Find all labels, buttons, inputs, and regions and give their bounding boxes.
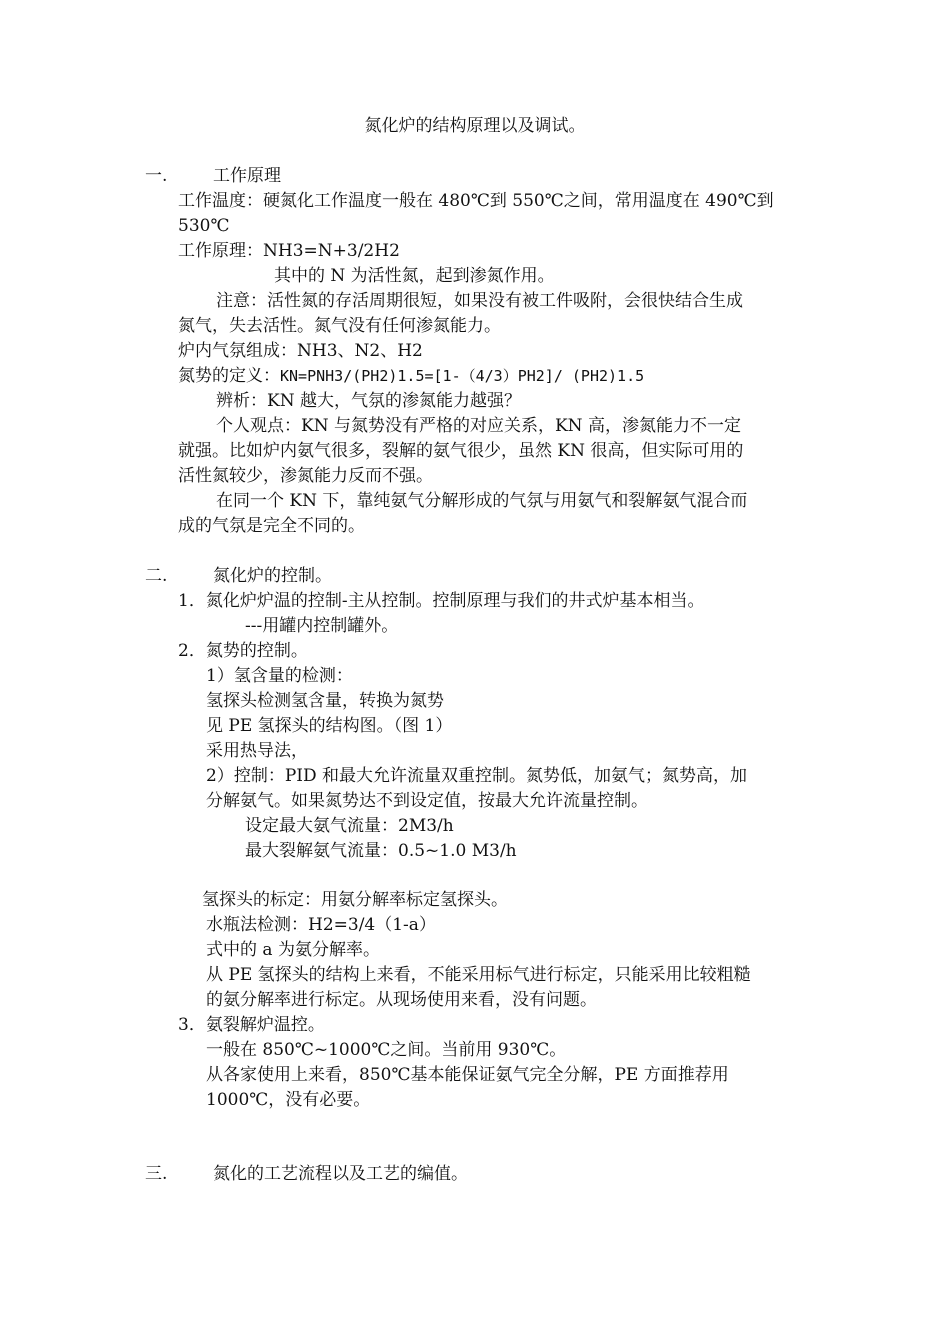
analysis-line: 辨析：KN 越大，气氛的渗氮能力越强？ (216, 391, 521, 411)
caution-line-1: 注意：活性氮的存活周期很短，如果没有被工件吸附，会很快结合生成 (216, 291, 743, 311)
calibration-line: 氢探头的标定：用氨分解率标定氢探头。 (202, 890, 508, 910)
item1-sub: ---用罐内控制罐外。 (245, 616, 399, 636)
thermal-method-line: 采用热导法， (206, 741, 308, 761)
temp-line-1: 工作温度：硬氮化工作温度一般在 480℃到 550℃之间，常用温度在 490℃到 (178, 191, 774, 211)
reaction-formula: NH3=N+3/2H2 (263, 241, 400, 261)
section2-number: 二. (145, 566, 168, 586)
max-cracked-flow: 最大裂解氨气流量：0.5~1.0 M3/h (245, 841, 517, 861)
section1-number: 一. (145, 166, 168, 186)
structure-line-1: 从 PE 氢探头的结构上来看，不能采用标气进行标定，只能采用比较粗糙 (206, 965, 751, 985)
document-title: 氮化炉的结构原理以及调试。 (364, 116, 586, 136)
opinion-line-2: 就强。比如炉内氨气很多，裂解的氨气很少，虽然 KN 很高，但实际可用的 (178, 441, 744, 461)
section3-number: 三. (145, 1164, 168, 1184)
atmosphere-label: 炉内气氛组成： (178, 341, 297, 361)
water-bottle-line: 水瓶法检测：H2=3/4（1-a） (206, 915, 436, 935)
kn-formula: KN=PNH3/(PH2)1.5=[1-（4/3）PH2]/ (PH2)1.5 (280, 367, 645, 385)
temp-line-2: 530℃ (178, 216, 230, 236)
item2-nitriding-potential: 2．氮势的控制。 (178, 641, 308, 661)
usage-line-2: 1000℃，没有必要。 (206, 1090, 371, 1110)
kn-def-label: 氮势的定义： (178, 366, 280, 386)
section1-heading: 工作原理 (213, 166, 281, 186)
probe-detect-line: 氢探头检测氢含量，转换为氮势 (206, 691, 444, 711)
kn-definition-line (178, 364, 644, 389)
see-figure-line: 见 PE 氢探头的结构图。（图 1） (206, 716, 453, 736)
where-a-line: 式中的 a 为氨分解率。 (206, 940, 380, 960)
usage-line-1: 从各家使用上来看，850℃基本能保证氨气完全分解，PE 方面推荐用 (206, 1065, 729, 1085)
same-kn-line-1: 在同一个 KN 下，靠纯氨气分解形成的气氛与用氨气和裂解氨气混合而 (216, 491, 748, 511)
max-ammonia-flow: 设定最大氨气流量：2M3/h (245, 816, 454, 836)
h2-detect-heading: 1）氢含量的检测： (206, 666, 353, 686)
item1-temp-control: 1．氮化炉炉温的控制-主从控制。控制原理与我们的井式炉基本相当。 (178, 591, 705, 611)
atmosphere-line (178, 339, 423, 364)
opinion-line-3: 活性氮较少，渗氮能力反而不强。 (178, 466, 433, 486)
control-line-2: 分解氨气。如果氮势达不到设定值，按最大允许流量控制。 (206, 791, 648, 811)
opinion-line-1: 个人观点：KN 与氮势没有严格的对应关系，KN 高，渗氮能力不一定 (216, 416, 741, 436)
structure-line-2: 的氨分解率进行标定。从现场使用来看，没有问题。 (206, 990, 597, 1010)
caution-line-2: 氮气，失去活性。氮气没有任何渗氮能力。 (178, 316, 501, 336)
control-line-1: 2）控制：PID 和最大允许流量双重控制。氮势低，加氨气；氮势高，加 (206, 766, 748, 786)
item3-cracker-temp: 3．氨裂解炉温控。 (178, 1015, 325, 1035)
active-n-note: 其中的 N 为活性氮，起到渗氮作用。 (274, 266, 555, 286)
principle-label: 工作原理： (178, 241, 263, 261)
section2-heading: 氮化炉的控制。 (213, 566, 332, 586)
range-line: 一般在 850℃~1000℃之间。当前用 930℃。 (206, 1040, 567, 1060)
same-kn-line-2: 成的气氛是完全不同的。 (178, 516, 365, 536)
atmosphere-value: NH3、N2、H2 (297, 341, 423, 361)
section3-heading: 氮化的工艺流程以及工艺的编值。 (213, 1164, 468, 1184)
principle-line (178, 239, 400, 264)
